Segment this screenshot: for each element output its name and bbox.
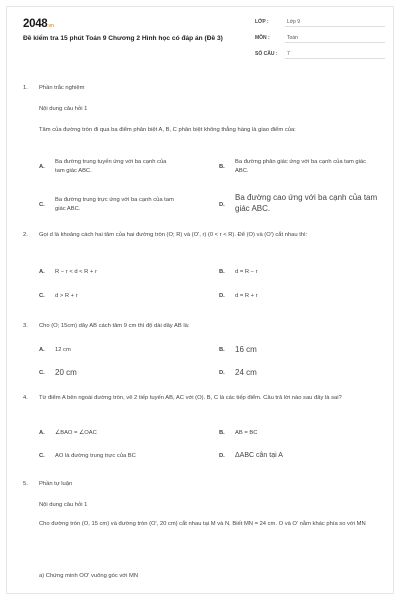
option-b[interactable]: [219, 158, 379, 178]
option-text: AB = BC: [235, 430, 258, 436]
option-label: B.: [219, 269, 225, 275]
option-text: R − r < d < R + r: [55, 269, 97, 275]
meta-subject-label: MÔN :: [255, 35, 270, 41]
option-a[interactable]: [39, 158, 199, 178]
option-text: d > R + r: [55, 293, 78, 299]
question-part-a: a) Chứng minh OO' vuông góc với MN: [39, 573, 138, 579]
question-text: Tâm của đường tròn đi qua ba điểm phân biệt A, B, C phân biệt không thẳng hàng là giao điểm của:: [39, 127, 296, 133]
option-text: d = R + r: [235, 293, 258, 299]
option-label: A.: [39, 164, 45, 170]
option-d[interactable]: [219, 368, 379, 380]
option-text: 12 cm: [55, 347, 71, 353]
meta-class-label: LỚP :: [255, 19, 269, 25]
option-c[interactable]: [39, 196, 199, 216]
option-label: B.: [219, 430, 225, 436]
option-b[interactable]: [219, 429, 379, 439]
question-number: 5.: [23, 481, 28, 487]
question-number: 2.: [23, 232, 28, 238]
question-3: [23, 322, 379, 384]
meta-divider: [285, 42, 385, 43]
option-c[interactable]: [39, 452, 199, 462]
option-text: 20 cm: [55, 368, 77, 377]
meta-subject: [255, 31, 385, 45]
option-b[interactable]: [219, 268, 379, 278]
option-text: d = R − r: [235, 269, 258, 275]
question-text: Cho (O; 15cm) dây AB cách tâm 9 cm thì độ dài dây AB là:: [39, 323, 190, 329]
site-logo[interactable]: [23, 18, 54, 30]
document-header: [7, 7, 393, 69]
section-title: Phần trắc nghiệm: [39, 85, 85, 91]
logo-suffix-text: .vn: [47, 23, 54, 29]
option-label: C.: [39, 453, 45, 459]
option-text: ΔABC cân tại A: [235, 452, 283, 459]
question-text: Từ điểm A bên ngoài đường tròn, vẽ 2 tiếp tuyến AB, AC với (O). B, C là các tiếp điểm. Câu trả lời nào sau đây là sai?: [39, 395, 342, 401]
meta-count-label: SỐ CÂU :: [255, 51, 278, 57]
question-2: [23, 231, 379, 311]
option-a[interactable]: [39, 429, 199, 439]
meta-subject-value: Toán: [287, 35, 298, 41]
option-d[interactable]: [219, 292, 379, 302]
logo-main-text: 2048: [23, 18, 48, 30]
option-text: Ba đường trung tuyến ứng với ba cạnh của tam giác ABC.: [55, 159, 167, 174]
meta-count: [255, 47, 385, 61]
question-subtitle: Nội dung câu hỏi 1: [39, 502, 88, 508]
question-subtitle: Nội dung câu hỏi 1: [39, 106, 88, 112]
option-label: D.: [219, 293, 225, 299]
option-label: B.: [219, 347, 225, 353]
option-label: D.: [219, 370, 225, 376]
question-number: 4.: [23, 395, 28, 401]
meta-divider: [285, 58, 385, 59]
meta-divider: [285, 26, 385, 27]
option-d[interactable]: [219, 192, 389, 218]
meta-class: [255, 15, 385, 29]
document-title: Đề kiểm tra 15 phút Toán 9 Chương 2 Hình học có đáp án (Đề 3): [23, 35, 223, 42]
question-text: Gọi d là khoảng cách hai tâm của hai đường tròn (O; R) và (O', r) (0 < r < R). Để (O) và (O') cắt nhau thì:: [39, 232, 308, 238]
option-label: C.: [39, 370, 45, 376]
option-label: A.: [39, 269, 45, 275]
option-text: ∠BAO = ∠OAC: [55, 430, 97, 436]
option-label: C.: [39, 202, 45, 208]
option-b[interactable]: [219, 345, 379, 357]
question-text: Cho đường tròn (O, 15 cm) và đường tròn (O', 20 cm) cắt nhau tại M và N. Biết MN = 24 cm. O và O' nằm khác phía so với MN: [39, 521, 366, 527]
option-text: 16 cm: [235, 345, 257, 354]
question-5: [23, 480, 379, 590]
option-a[interactable]: [39, 268, 199, 278]
option-c[interactable]: [39, 292, 199, 302]
option-c[interactable]: [39, 368, 199, 380]
option-label: A.: [39, 430, 45, 436]
question-4: [23, 394, 379, 470]
meta-class-value: Lớp 9: [287, 19, 301, 25]
option-label: C.: [39, 293, 45, 299]
option-label: A.: [39, 347, 45, 353]
option-text: AO là đường trung trực của BC: [55, 453, 136, 459]
option-label: D.: [219, 453, 225, 459]
option-text: 24 cm: [235, 368, 257, 377]
question-number: 3.: [23, 323, 28, 329]
document-page: [6, 6, 394, 594]
option-text: Ba đường cao ứng với ba cạnh của tam giác ABC.: [235, 193, 378, 213]
option-label: D.: [219, 202, 225, 208]
section-title: Phần tự luận: [39, 481, 73, 487]
question-number: 1.: [23, 85, 28, 91]
meta-count-value: 7: [287, 51, 290, 57]
option-d[interactable]: [219, 451, 379, 463]
option-a[interactable]: [39, 346, 199, 356]
question-1: [23, 84, 379, 214]
option-text: Ba đường phân giác ứng với ba cạnh của tam giác ABC.: [235, 159, 367, 174]
option-text: Ba đường trung trực ứng với ba cạnh của tam giác ABC.: [55, 197, 174, 212]
option-label: B.: [219, 164, 225, 170]
